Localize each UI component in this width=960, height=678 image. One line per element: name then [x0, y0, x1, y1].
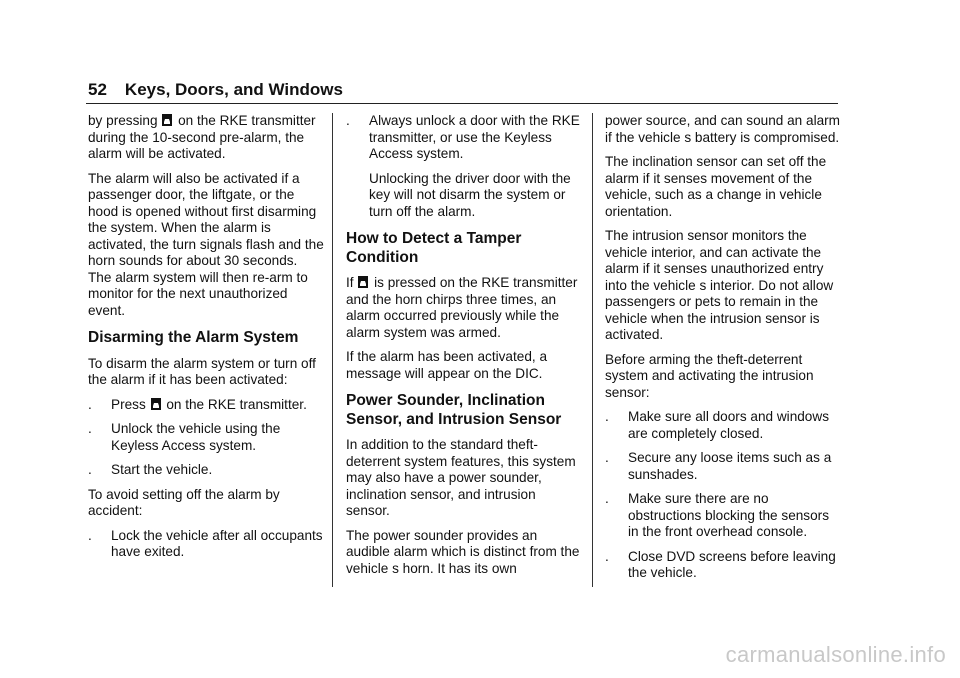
- text: Press: [111, 396, 146, 412]
- section-title: Keys, Doors, and Windows: [124, 80, 343, 99]
- paragraph: power source, and can sound an alarm if the vehicle s battery is compromised.: [605, 113, 841, 145]
- text: Close DVD screens before leaving the vehicle.: [628, 548, 836, 580]
- bullet-glyph: .: [88, 421, 92, 436]
- list-item: [88, 462, 324, 479]
- column-3: [605, 113, 841, 590]
- paragraph: [346, 275, 581, 341]
- bullet-glyph: .: [605, 548, 609, 564]
- list-item: [88, 397, 324, 414]
- text: is pressed on the RKE transmitter and the horn chirps three times, an alarm occurred previously while the alarm system was armed.: [346, 275, 578, 340]
- watermark: carmanualsonline.info: [725, 642, 946, 667]
- bullet-glyph: .: [88, 462, 92, 477]
- column-divider-1: [332, 113, 333, 587]
- bullet-glyph: .: [346, 113, 350, 128]
- vehicle-key-icon: [358, 276, 368, 288]
- list-item: [605, 491, 841, 541]
- list-item: [346, 113, 581, 163]
- text: If: [346, 275, 354, 290]
- heading-disarming: Disarming the Alarm System: [88, 329, 299, 346]
- text: on the RKE transmitter.: [166, 396, 307, 412]
- text: on the RKE transmitter during the 10-second pre-alarm, the alarm will be activated.: [88, 113, 316, 161]
- page-number: 52: [88, 80, 107, 99]
- paragraph: The alarm will also be activated if a passenger door, the liftgate, or the hood is opened without first disarming the system. When the alarm is activated, the turn signals flash and the horn sounds for about 30 seconds. The alarm system will then re-arm to monitor for the next unauthorized event.: [88, 170, 324, 318]
- header-rule: [86, 103, 838, 104]
- text: Lock the vehicle after all occupants have exited.: [111, 527, 323, 559]
- heading-tamper: How to Detect a Tamper Condition: [346, 230, 522, 266]
- paragraph: [88, 113, 324, 163]
- list-item: [88, 421, 324, 454]
- text: by pressing: [88, 113, 158, 128]
- column-2: [346, 113, 581, 585]
- paragraph: To avoid setting off the alarm by accident:: [88, 486, 280, 518]
- bullet-glyph: .: [88, 396, 92, 412]
- paragraph: The inclination sensor can set off the alarm if it senses movement of the vehicle, such as a change in vehicle orientation.: [605, 154, 827, 219]
- vehicle-key-icon: [162, 114, 172, 126]
- column-1: [88, 113, 324, 569]
- paragraph: In addition to the standard theft-deterrent system features, this system may also have a power sounder, inclination sensor, and intrusion sensor.: [346, 437, 576, 518]
- bullet-glyph: .: [88, 527, 92, 543]
- list-item: [605, 450, 841, 483]
- vehicle-key-icon: [151, 398, 161, 410]
- text: Make sure there are no obstructions blocking the sensors in the front overhead console.: [628, 491, 829, 539]
- paragraph: Before arming the theft-deterrent system and activating the intrusion sensor:: [605, 351, 814, 400]
- text: Start the vehicle.: [111, 462, 213, 477]
- list-item: [605, 409, 841, 442]
- text: Make sure all doors and windows are completely closed.: [628, 409, 829, 441]
- heading-power-sounder: Power Sounder, Inclination Sensor, and Intrusion Sensor: [346, 392, 562, 428]
- list-item: [605, 549, 841, 582]
- page-header: [88, 80, 838, 100]
- text: Secure any loose items such as a sunshades.: [628, 450, 832, 482]
- paragraph: If the alarm has been activated, a message will appear on the DIC.: [346, 349, 548, 381]
- text: Always unlock a door with the RKE transmitter, or use the Keyless Access system.: [369, 113, 580, 161]
- list-item-note: Unlocking the driver door with the key will not disarm the system or turn off the alarm.: [369, 170, 571, 219]
- bullet-glyph: .: [605, 409, 609, 424]
- bullet-glyph: .: [605, 491, 609, 506]
- column-divider-2: [592, 113, 593, 587]
- paragraph: To disarm the alarm system or turn off the alarm if it has been activated:: [88, 355, 316, 387]
- list-item: [88, 528, 324, 561]
- paragraph: The power sounder provides an audible alarm which is distinct from the vehicle s horn. It has its own: [346, 527, 580, 576]
- text: Unlock the vehicle using the Keyless Access system.: [111, 421, 281, 453]
- bullet-glyph: .: [605, 450, 609, 465]
- paragraph: The intrusion sensor monitors the vehicle interior, and can activate the alarm if it senses unauthorized entry into the vehicle s interior. Do not allow passengers or pets to remain in the vehicle when the intrusion sensor is activated.: [605, 228, 834, 342]
